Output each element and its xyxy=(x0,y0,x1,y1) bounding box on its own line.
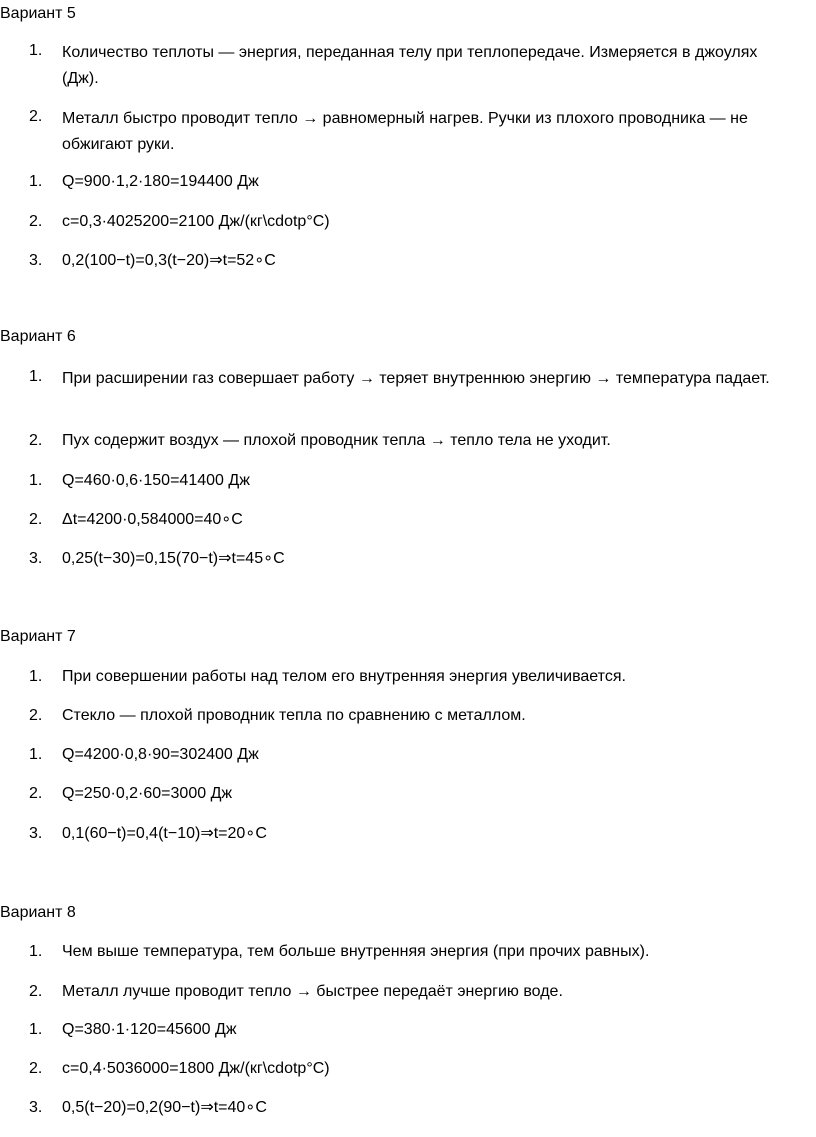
variant-title: Вариант 6 xyxy=(0,328,76,345)
item-number: 3. xyxy=(29,550,43,567)
item-formula: 0,5(t−20)=0,2(90−t)⇒t=40∘C xyxy=(62,1099,267,1116)
item-number: 2. xyxy=(29,213,43,230)
item-number: 2. xyxy=(29,432,43,449)
item-number: 3. xyxy=(29,825,43,842)
item-number: 1. xyxy=(29,173,43,190)
item-formula: Q=380·1·120=45600 Дж xyxy=(62,1021,237,1038)
variant-8 xyxy=(0,902,816,1116)
item-number: 1. xyxy=(29,472,43,489)
variant-6 xyxy=(0,326,816,567)
variant-title: Вариант 8 xyxy=(0,904,76,921)
item-formula: Q=900·1,2·180=194400 Дж xyxy=(62,173,259,190)
item-text: При совершении работы над телом его внутренняя энергия увеличивается. xyxy=(62,668,626,685)
item-formula: 0,1(60−t)=0,4(t−10)⇒t=20∘C xyxy=(62,825,267,842)
variant-5 xyxy=(0,3,816,269)
item-text: Чем выше температура, тем больше внутренняя энергия (при прочих равных). xyxy=(62,943,650,960)
item-number: 2. xyxy=(29,983,43,1000)
item-text: Металл лучше проводит тепло → быстрее передаёт энергию воде. xyxy=(62,983,563,1000)
item-formula: c=0,4·5036000=1800 Дж/(кг\cdotp°C) xyxy=(62,1060,330,1077)
item-formula: Q=460·0,6·150=41400 Дж xyxy=(62,472,250,489)
item-text: Количество теплоты — энергия, переданная телу при теплопередаче. Измеряется в джоулях (Дж). xyxy=(62,44,758,87)
item-number: 1. xyxy=(29,943,43,960)
item-formula: c=0,3·4025200=2100 Дж/(кг\cdotp°C) xyxy=(62,213,330,230)
item-formula: 0,2(100−t)=0,3(t−20)⇒t=52∘C xyxy=(62,252,276,269)
item-number: 3. xyxy=(29,252,43,269)
item-formula: 0,25(t−30)=0,15(70−t)⇒t=45∘C xyxy=(62,550,285,567)
item-formula: Q=250·0,2·60=3000 Дж xyxy=(62,785,233,802)
item-formula: Q=4200·0,8·90=302400 Дж xyxy=(62,746,259,763)
item-number: 1. xyxy=(29,42,43,59)
variant-7 xyxy=(0,626,816,842)
item-number: 2. xyxy=(29,108,43,125)
item-number: 2. xyxy=(29,707,43,724)
variant-title: Вариант 5 xyxy=(0,5,76,22)
item-formula: Δt=4200·0,584000=40∘C xyxy=(62,511,243,528)
item-text: Металл быстро проводит тепло → равномерный нагрев. Ручки из плохого проводника — не обжигают руки. xyxy=(62,110,748,153)
item-number: 1. xyxy=(29,668,43,685)
item-number: 2. xyxy=(29,1060,43,1077)
variant-title: Вариант 7 xyxy=(0,628,76,645)
item-number: 1. xyxy=(29,368,43,385)
item-number: 2. xyxy=(29,511,43,528)
item-text: Стекло — плохой проводник тепла по сравнению с металлом. xyxy=(62,707,526,724)
item-number: 1. xyxy=(29,746,43,763)
item-number: 2. xyxy=(29,785,43,802)
item-number: 1. xyxy=(29,1021,43,1038)
item-number: 3. xyxy=(29,1099,43,1116)
item-text: Пух содержит воздух — плохой проводник тепла → тепло тела не уходит. xyxy=(62,432,611,449)
item-text: При расширении газ совершает работу → теряет внутреннюю энергию → температура падает. xyxy=(62,370,770,387)
